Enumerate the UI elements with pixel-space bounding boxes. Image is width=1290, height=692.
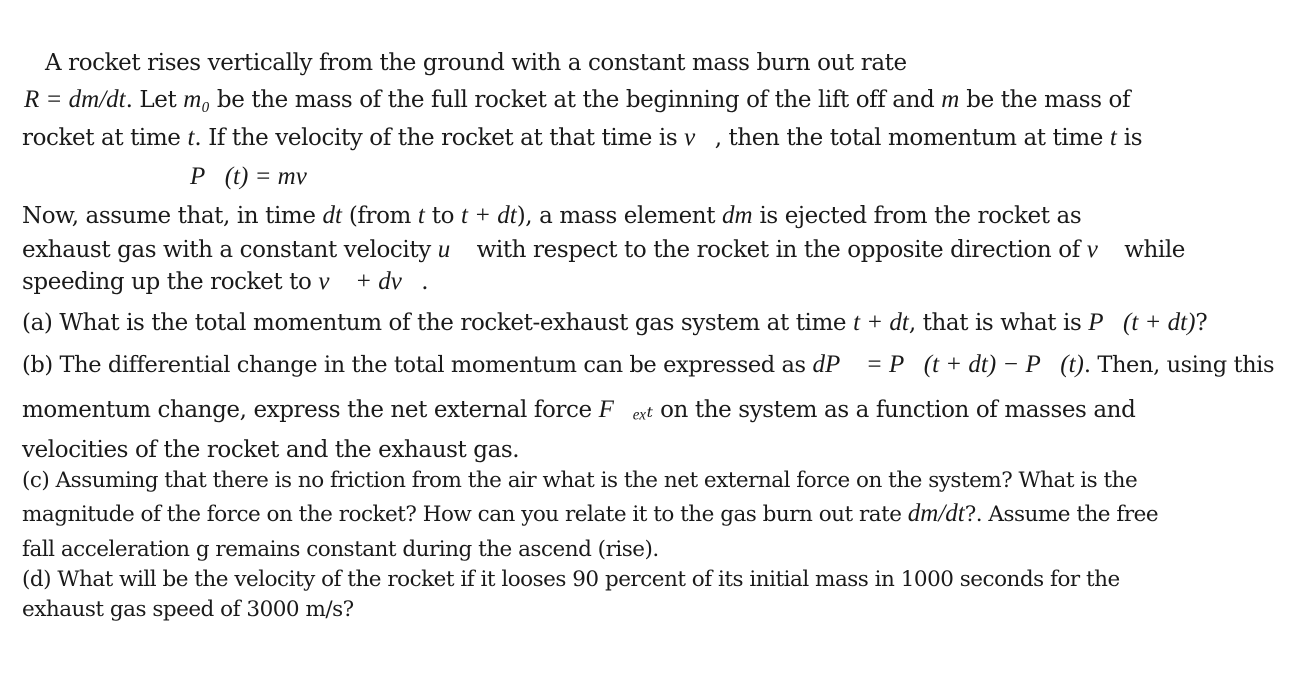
text-segment: is ejected from the rocket as [752,203,1082,229]
text-segment: , that is what is [908,310,1089,336]
math-expression: dt [322,202,342,229]
text-segment: exhaust gas speed of 3000 m/s? [22,597,354,622]
text-segment: . Then, using this [1083,352,1275,378]
text-segment: exhaust gas with a constant velocity [22,237,438,263]
math-expression: t + dt [853,309,909,336]
momentum-equation [190,163,326,191]
text-segment: . Let [125,87,184,113]
text-segment: fall acceleration g remains constant during the ascend (rise). [22,537,659,562]
text-segment: is [1116,125,1143,151]
text-line [22,124,1142,152]
text-line [22,500,1158,529]
text-segment: be the mass of [959,87,1131,113]
text-segment: A rocket rises vertically from the ground with a constant mass burn out rate [45,50,907,76]
text-segment: (c) Assuming that there is no friction from the air what is the net external force on the system? What is the [22,468,1138,493]
math-expression: dm/dt [907,500,965,527]
part-d-question [22,566,1120,594]
part-a-question [22,309,1207,337]
math-expression: v⃗ [1086,236,1118,263]
text-segment: (a) What is the total momentum of the rocket-exhaust gas system at time [22,310,854,336]
text-line [22,202,1081,230]
text-line [22,536,659,564]
math-expression: t [417,202,425,229]
text-segment: (d) What will be the velocity of the rocket if it looses 90 percent of its initial mass in 1000 seconds for the [22,567,1120,592]
math-expression: t + dt [460,202,517,229]
text-segment: ? [1195,310,1208,336]
text-segment: momentum change, express the net external force [22,397,599,423]
text-segment: Now, assume that, in time [22,203,323,229]
text-segment: velocities of the rocket and the exhaust gas. [22,437,520,463]
text-line [22,236,1185,264]
math-expression: F⃗ₑₓₜ [598,396,654,423]
math-expression: P⃗(t) = mv⃗ [190,163,327,190]
text-segment: with respect to the rocket in the opposite direction of [469,237,1087,263]
math-expression: m [941,86,960,113]
text-segment: . If the velocity of the rocket at that time is [194,125,685,151]
math-expression: u⃗ [437,236,470,263]
math-expression: t [1109,124,1117,151]
text-segment: ), a mass element [516,203,722,229]
text-line [45,49,907,77]
text-segment: ?. Assume the free [964,502,1159,527]
text-segment: . [421,269,429,295]
text-segment: , then the total momentum at time [714,125,1110,151]
text-segment: (b) The differential change in the total momentum can be expressed as [22,352,813,378]
part-b-question [22,351,1274,379]
text-line [22,436,519,464]
text-line [24,86,1130,114]
text-line [22,596,354,624]
text-line [22,396,1135,424]
text-line [22,268,428,296]
math-expression: t [187,124,195,151]
text-segment: on the system as a function of masses and [653,397,1136,423]
text-segment: while [1117,237,1186,263]
text-segment: magnitude of the force on the rocket? How can you relate it to the gas burn out rate [22,502,908,527]
math-expression: R = dm/dt [24,86,126,113]
text-segment: speeding up the rocket to [22,269,319,295]
text-segment: (from [341,203,418,229]
math-expression: dm [721,202,753,229]
math-expression: v⃗ [684,124,715,151]
text-segment: to [424,203,461,229]
math-expression: v⃗ + dv⃗ [318,268,422,295]
math-expression: P⃗(t + dt) [1088,309,1196,336]
text-segment: rocket at time [22,125,188,151]
text-segment: be the mass of the full rocket at the beginning of the lift off and [210,87,942,113]
part-c-question [22,467,1137,495]
math-expression: dP⃗ = P⃗(t + dt) − P⃗(t) [812,351,1084,378]
math-expression: m₀ [183,86,211,113]
